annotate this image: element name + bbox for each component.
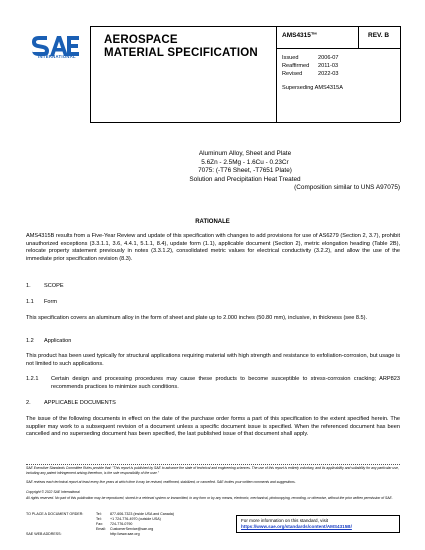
date-table xyxy=(282,54,339,78)
material-subject xyxy=(90,150,400,193)
footer-disclaimer: SAE Executive Standards Committee Rules provide that: "This report is published by SAE to advance the state of technical and engineering sciences. The use of this report is entirely voluntary, and its applicability and suitability for any particular use, including any patent infringement arising therefrom, is the sole responsibility of the user." xyxy=(26,466,399,475)
rationale-text: AMS4315B results from a Five-Year Review and update of this specification with changes to add provisions for use of AS6279 (Section 2, 3.7), prohibit unauthorized exceptions (3.3.1.1, 3.6, 4.4.1, 5.1.1, 8.4), update form (1.1), applicable document (Section 2), metric elongation heading (Table 2B), relocate property statement previously in notes (3.3.1.2), consolidated metric values for electrical conductivity (3.2.2), and allow the use of the immediate prior specification revision (8.3). xyxy=(26,233,400,262)
header-left-rule xyxy=(90,26,91,122)
revision-label: REV. B xyxy=(368,32,390,39)
header-rev-divider xyxy=(358,26,359,48)
footer-rights: All rights reserved. No part of this publication may be reproduced, stored in a retrieval system or transmitted, in any form or by any means, electronic, mechanical, photocopying, recording, or otherwise, without the prior written permission of SAE. xyxy=(26,496,393,500)
order-contacts xyxy=(26,512,174,537)
standard-info-box xyxy=(236,515,400,533)
contact-row: SAE WEB ADDRESS: http://www.sae.org xyxy=(26,532,140,536)
section-1-2-1: 1.2.1 Certain design and processing procedures may cause these products to become susceptible to stress-corrosion cracking; ARP823 recommends practices to minimize such conditions. xyxy=(26,376,400,390)
superseding-note: Superseding AMS4315A xyxy=(282,85,343,91)
section-1-1-heading: 1.1 Form xyxy=(26,299,58,305)
date-row: Revised 2022-03 xyxy=(282,71,339,77)
footer-review-note: SAE reviews each technical report at least every five years at which time it may be revised, reaffirmed, stabilized, or cancelled. SAE invites your written comments and suggestions. xyxy=(26,480,296,484)
logo-subtext: INTERNATIONAL xyxy=(38,54,76,59)
section-1-1-text: This specification covers an aluminum alloy in the form of sheet and plate up to 2.000 inches (50.80 mm), inclusive, in thickness (see 8.5). xyxy=(26,315,368,321)
header-right-rule xyxy=(400,26,401,122)
date-row: Issued 2006-07 xyxy=(282,55,339,61)
subject-line: 5.6Zn - 2.5Mg - 1.6Cu - 0.23Cr xyxy=(201,158,289,166)
contact-row: Fax: 724-776-0790 xyxy=(96,522,133,526)
standard-url-link[interactable]: https://www.sae.org/standards/content/AMS4315B/ xyxy=(241,524,352,529)
section-2-heading: 2. APPLICABLE DOCUMENTS xyxy=(26,400,116,406)
subject-line: Aluminum Alloy, Sheet and Plate xyxy=(198,150,292,157)
header-mid-rule xyxy=(276,26,277,122)
section-1-2-1-text: Certain design and processing procedures may cause these products to become susceptible to stress-corrosion cracking; ARP823 recommends practices to minimize such conditions. xyxy=(51,376,400,390)
date-row: Reaffirmed 2011-03 xyxy=(282,63,339,69)
rationale-heading: RATIONALE xyxy=(195,219,230,225)
title-line-1: AEROSPACE xyxy=(104,34,178,46)
ams-number: AMS4315™ xyxy=(282,32,318,39)
subject-line: 7075: (-T76 Sheet, -T7651 Plate) xyxy=(198,167,292,175)
contact-row: Email: CustomerService@sae.org xyxy=(96,527,154,531)
section-1-heading: 1. SCOPE xyxy=(26,283,64,289)
title-line-2: MATERIAL SPECIFICATION xyxy=(104,47,258,59)
section-2-text: The issue of the following documents in effect on the date of the purchase order forms a part of this specification to the extent specified herein. The supplier may work to a subsequent revision of a document unless a specific document issue is specified. When the referenced document has been cancelled and no superseding document has been specified, the last published issue of that document shall apply. xyxy=(26,416,400,438)
section-1-2-text: This product has been used typically for structural applications requiring material with high strength and resistance to exfoliation-corrosion, but usage is not limited to such applications. xyxy=(26,353,400,367)
header-bottom-rule xyxy=(90,122,400,123)
section-1-2-heading: 1.2 Application xyxy=(26,338,72,344)
contact-row: TO PLACE A DOCUMENT ORDER: Tel: 877-606-7323 (inside USA and Canada) xyxy=(26,512,174,516)
footer-copyright: Copyright © 2022 SAE International xyxy=(26,490,80,494)
document-title xyxy=(104,34,258,60)
subject-line: Solution and Precipitation Heat Treated xyxy=(189,175,301,183)
sae-web-link[interactable]: http://www.sae.org xyxy=(110,532,140,536)
header-sub-rule xyxy=(276,48,400,49)
contact-row: Tel: +1 724-776-4970 (outside USA) xyxy=(96,517,161,521)
info-box-text: For more information on this standard, visit xyxy=(241,518,329,523)
header-top-rule xyxy=(90,26,400,27)
footer-divider xyxy=(26,464,400,465)
subject-line: (Composition similar to UNS A97075) xyxy=(294,184,400,192)
